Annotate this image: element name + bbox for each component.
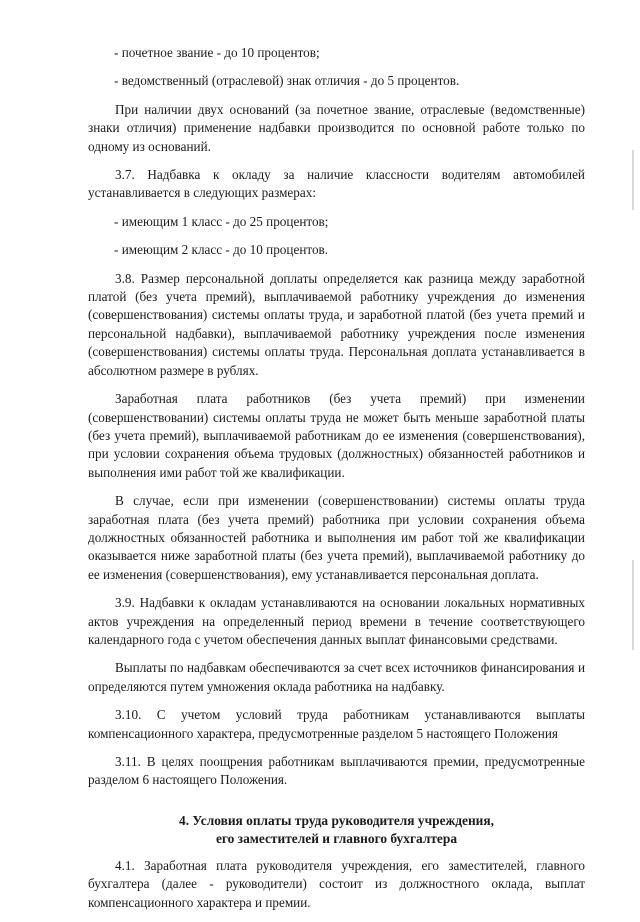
document-page xyxy=(88,44,585,922)
scan-edge-mark xyxy=(632,150,634,210)
paragraph-3-11: 3.11. В целях поощрения работникам выплачиваются премии, предусмотренные разделом 6 настоящего Положения. xyxy=(88,754,585,788)
paragraph-3-10: 3.10. С учетом условий труда работникам устанавливаются выплаты компенсационного характера, предусмотренные разделом 5 настоящего Положения xyxy=(88,707,585,741)
paragraph-3-7: 3.7. Надбавка к окладу за наличие классности водителям автомобилей устанавливается в следующих размерах: xyxy=(88,167,585,201)
paragraph-3-8: 3.8. Размер персональной доплаты определяется как разница между заработной платой (без учета премий), выплачиваемой работнику учреждения до изменения (совершенствования) системы оплаты труда, и заработной платой (без учета премий и персональной надбавки), выплачиваемой работнику учреждения после изменения (совершенствования) системы оплаты труда. Персональная доплата устанавливается в абсолютном размере в рублях. xyxy=(88,270,585,378)
paragraph-4-1: 4.1. Заработная плата руководителя учреждения, его заместителей, главного бухгалтера (далее - руководители) состоит из должностного оклада, выплат компенсационного характера и премии. xyxy=(88,857,585,910)
paragraph-funding: Выплаты по надбавкам обеспечиваются за счет всех источников финансирования и определяются путем умножения оклада работника на надбавку. xyxy=(88,660,585,694)
paragraph-salary-not-less: Заработная плата работников (без учета премий) при изменении (совершенствовании) системы оплаты труда не может быть меньше заработной платы (без учета премий), выплачиваемой работникам до ее изменения (совершенствования), при условии сохранения объема трудовых (должностных) обязанностей работников и выполнения ими работ той же квалификации. xyxy=(88,391,585,480)
section-4-heading-line-1: 4. Условия оплаты труда руководителя учреждения, xyxy=(179,812,494,828)
list-item-honorary-title: - почетное звание - до 10 процентов; xyxy=(114,45,320,60)
section-4-heading-line-2: его заместителей и главного бухгалтера xyxy=(215,830,458,846)
paragraph-3-9: 3.9. Надбавки к окладам устанавливаются на основании локальных нормативных актов учреждения на определенный период времени в течение соответствующего календарного года с учетом обеспечения данных выплат финансовыми средствами. xyxy=(88,595,585,647)
list-item-departmental-badge: - ведомственный (отраслевой) знак отличия - до 5 процентов. xyxy=(114,73,460,89)
list-item-class-1: - имеющим 1 класс - до 25 процентов; xyxy=(114,213,329,229)
list-item-class-2: - имеющим 2 класс - до 10 процентов. xyxy=(114,242,329,258)
paragraph-if-lower: В случае, если при изменении (совершенствовании) системы оплаты труда заработная плата (без учета премий) работника при условии сохранения объема должностных обязанностей работника и выполнения им работ той же квалификации оказывается ниже заработной платы (без учета премий), выплачиваемой работнику до ее изменения (совершенствования), ему устанавливается персональная доплата. xyxy=(88,493,585,582)
paragraph-two-grounds: При наличии двух оснований (за почетное звание, отраслевые (ведомственные) знаки отличия) применение надбавки производится по основной работе только по одному из оснований. xyxy=(88,101,585,154)
section-4-heading xyxy=(88,812,585,848)
scan-edge-mark xyxy=(632,560,634,650)
